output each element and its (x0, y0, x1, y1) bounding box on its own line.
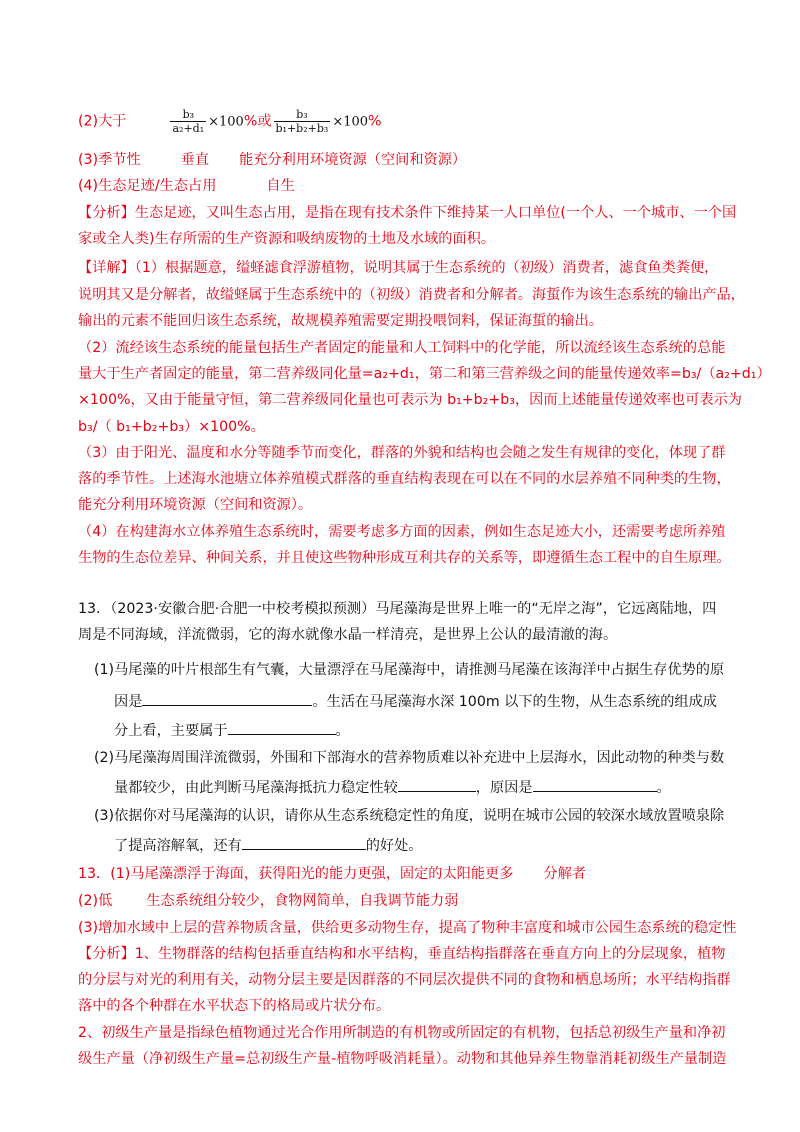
fraction-1-denominator: a₂+d₁ (172, 122, 205, 135)
detail-line-7: b₃/（ b₁+b₂+b₃）×100%。 (78, 419, 265, 435)
answer-13-2: (2)低 (78, 893, 113, 909)
answer-blank-3[interactable] (398, 777, 476, 792)
answer-13-2b: 生态系统组分较少，食物网简单，自我调节能力弱 (146, 893, 459, 909)
answer-2-line (78, 108, 382, 135)
analysis-2-line-2: 的分层与对光的利用有关，动物分层主要是因群落的不同层次提供不同的食物和栖息场所；水平结构指群 (78, 972, 731, 988)
analysis-1-line-1: 【分析】生态足迹，又叫生态占用，是指在现有技术条件下维持某一人口单位(一个人、一个城市、一个国 (78, 205, 737, 221)
detail-line-3: 输出的元素不能回归该生态系统，故规模养殖需要定期投喂饲料，保证海蜇的输出。 (78, 313, 603, 329)
question-13-3-suffix: 的好处。 (365, 838, 423, 854)
answer-13-1: 13．(1)马尾藻漂浮于海面，获得阳光的能力更强，固定的太阳能更多 (78, 866, 514, 882)
answer-2-label: (2)大于 (78, 113, 127, 130)
times-100-2: ×100 (332, 114, 369, 130)
analysis-2-line-1: 【分析】1、生物群落的结构包括垂直结构和水平结构，垂直结构指群落在垂直方向上的分层现象，植物 (78, 946, 726, 962)
answer-blank-5[interactable] (242, 835, 366, 850)
analysis-2-line-5: 级生产量（净初级生产量=总初级生产量-植物呼吸消耗量）。动物和其他异养生物靠消耗初级生产量制造 (78, 1051, 727, 1067)
detail-line-12: 生物的生态位差异、种间关系，并且使这些物种形成互利共存的关系等，即遵循生态工程中的自生原理。 (78, 550, 731, 566)
question-13-stem-line-1: 13．（2023·安徽合肥·合肥一中校考模拟预测）马尾藻海是世界上唯一的“无岸之海”，它远离陆地，四 (78, 601, 717, 617)
question-13-3-line-1 (78, 806, 724, 826)
detail-line-4: （2）流经该生态系统的能量包括生产者固定的能量和人工饲料中的化学能，所以流经该生态系统的总能 (78, 340, 726, 356)
percent-or: %或 (243, 113, 272, 130)
question-13-1c-prefix: 分上看，主要属于 (114, 723, 228, 739)
question-13-1-line-3 (78, 720, 350, 741)
question-13-2-suffix: 。 (656, 780, 671, 796)
question-13-1-suffix: 。生活在马尾藻海水深 100m 以下的生物，从生态系统的组成成 (312, 694, 717, 710)
question-13-1-text: (1)马尾藻的叶片根部生有气囊，大量漂浮在马尾藻海中，请推测马尾藻在该海洋中占据生存优势的原 (94, 662, 725, 678)
answer-3-value-1: 垂直 (180, 152, 210, 168)
detail-line-6: ×100%，又由于能量守恒，第二营养级同化量也可表示为 b₁+b₂+b₃，因而上述能量传递效率也可表示为 (78, 392, 742, 408)
fraction-1-numerator: b₃ (182, 108, 195, 121)
answer-blank-4[interactable] (533, 777, 657, 792)
question-13-1-line-1 (78, 660, 724, 680)
detail-line-9: 落的季节性。上述海水池塘立体养殖模式群落的垂直结构表现在可以在不同的水层养殖不同种类的生物， (78, 471, 731, 487)
percent: % (368, 113, 382, 130)
question-13-3-line-2 (78, 835, 422, 856)
analysis-1-line-2: 家或全人类)生存所需的生产资源和吸纳废物的土地及水域的面积。 (78, 231, 495, 247)
detail-line-1: 【详解】（1）根据题意，缢蛏滤食浮游植物，说明其属于生态系统的（初级）消费者，滤食鱼类粪便， (78, 260, 719, 276)
question-13-2-prefix: 量都较少，由此判断马尾藻海抵抗力稳定性较 (114, 780, 398, 796)
question-13-2-middle: ，原因是 (475, 780, 533, 796)
answer-13-1b: 分解者 (543, 866, 586, 882)
fraction-2 (274, 108, 331, 135)
fraction-2-numerator: b₃ (296, 108, 308, 121)
question-13-2-text: (2)马尾藻海周围洋流微弱，外围和下部海水的营养物质难以补充进中上层海水，因此动物的种类与数 (94, 750, 725, 766)
question-13-1c-suffix: 。 (335, 723, 350, 739)
answer-3-line (78, 150, 466, 170)
answer-blank-2[interactable] (228, 720, 336, 735)
detail-line-10: 能充分利用环境资源（空间和资源）。 (78, 497, 313, 513)
question-13-1-prefix: 因是 (114, 694, 143, 710)
answer-3-value-2: 能充分利用环境资源（空间和资源） (239, 152, 467, 168)
answer-13-1-line (78, 864, 586, 884)
answer-4-value: 自生 (266, 178, 295, 194)
question-13-3-text: (3)依据你对马尾藻海的认识，请你从生态系统稳定性的角度，说明在城市公园的较深水域放置喷泉除 (94, 808, 725, 824)
detail-line-8: （3）由于阳光、温度和水分等随季节而变化，群落的外貌和结构也会随之发生有规律的变化，体现了群 (78, 445, 726, 461)
analysis-2-line-3: 落中的各个种群在水平状态下的格局或片状分布。 (78, 998, 391, 1014)
detail-line-11: （4）在构建海水立体养殖生态系统时，需要考虑多方面的因素，例如生态足迹大小，还需要考虑所养殖 (78, 524, 726, 540)
question-13-1-line-2 (78, 691, 717, 712)
answer-13-2-line (78, 891, 458, 911)
detail-line-2: 说明其又是分解者，故缢蛏属于生态系统中的（初级）消费者和分解者。海蜇作为该生态系统的输出产品， (78, 287, 745, 303)
times-100-1: ×100 (208, 114, 244, 130)
question-13-3-prefix: 了提高溶解氧，还有 (114, 838, 242, 854)
question-13-stem-line-2: 周是不同海域，洋流微弱，它的海水就像水晶一样清亮，是世界上公认的最清澈的海。 (78, 627, 618, 643)
answer-3-label: (3)季节性 (78, 152, 141, 168)
answer-blank-1[interactable] (142, 691, 312, 706)
fraction-2-denominator: b₁+b₂+b₃ (275, 122, 329, 135)
fraction-1 (170, 108, 206, 135)
question-13-2-line-1 (78, 748, 724, 768)
answer-4-line (78, 176, 295, 196)
question-13-2-line-2 (78, 777, 671, 798)
analysis-2-line-4: 2、初级生产量是指绿色植物通过光合作用所制造的有机物或所固定的有机物，包括总初级生产量和净初 (78, 1025, 726, 1041)
answer-4-label: (4)生态足迹/生态占用 (78, 178, 217, 194)
detail-line-5: 量大于生产者固定的能量，第二营养级同化量=a₂+d₁，第二和第三营养级之间的能量传递效率=b₃/（a₂+d₁） (78, 366, 771, 382)
answer-13-3-line: (3)增加水域中上层的营养物质含量，供给更多动物生存，提高了物种丰富度和城市公园生态系统的稳定性 (78, 920, 737, 936)
